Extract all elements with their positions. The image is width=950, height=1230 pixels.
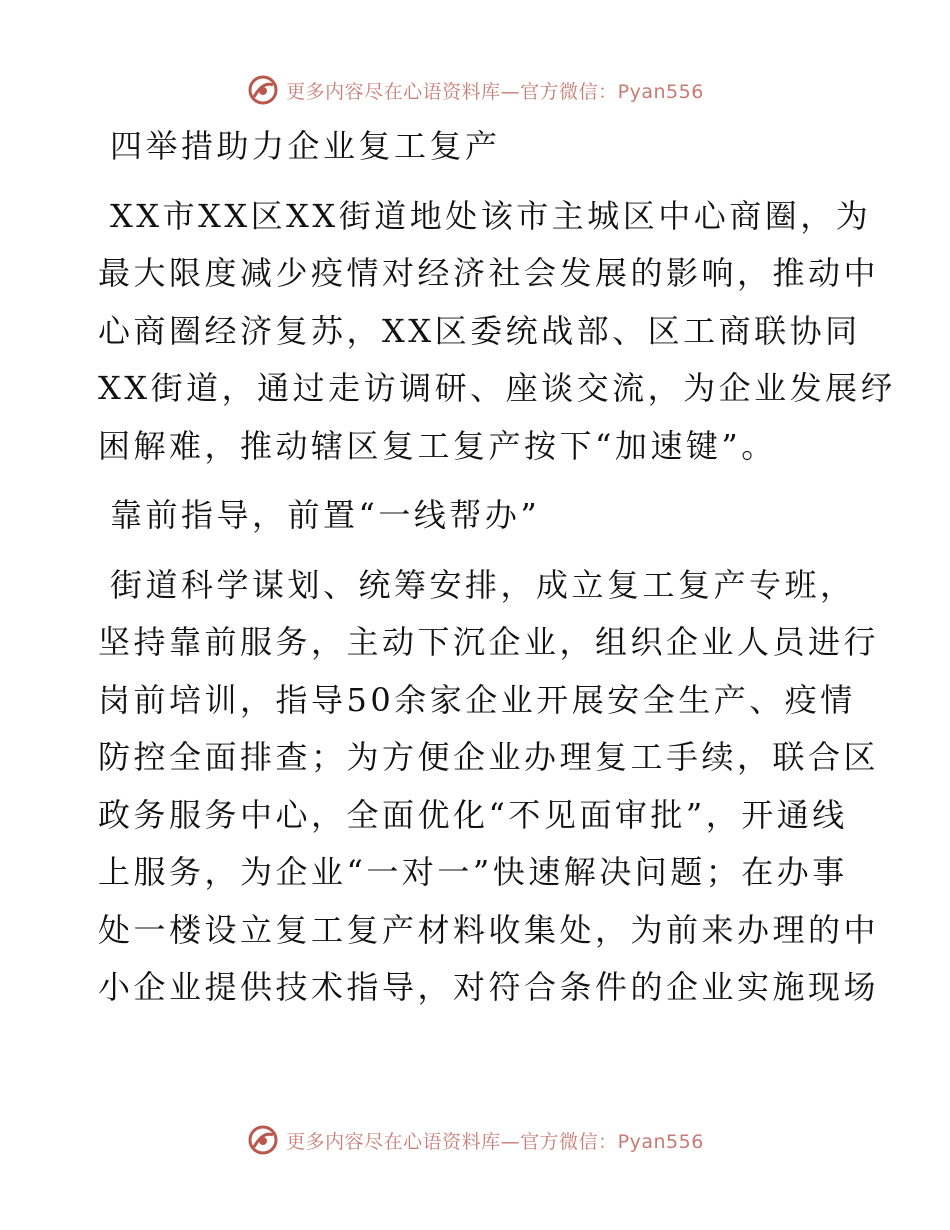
section-heading: 靠前指导，前置“一线帮办” — [110, 496, 541, 534]
paragraph-line: 心商圈经济复苏，XX区委统战部、区工商联协同 — [98, 311, 861, 350]
paragraph-guidance — [98, 557, 880, 1017]
paragraph-line: 防控全面排查；为方便企业办理复工手续，联合区 — [98, 738, 880, 776]
paragraph-line: 最大限度减少疫情对经济社会发展的影响，推动中 — [98, 254, 880, 292]
ink-logo-icon — [246, 73, 280, 107]
paragraph-line: 困解难，推动辖区复工复产按下“加速键”。 — [98, 426, 777, 465]
paragraph-line: 岗前培训，指导50余家企业开展安全生产、疫情 — [98, 680, 856, 719]
ink-logo-icon — [246, 1123, 280, 1157]
document-body — [98, 118, 897, 1017]
paragraph-intro — [98, 188, 897, 476]
paragraph-line: 处一楼设立复工复产材料收集处，为前来办理的中 — [98, 910, 880, 949]
paragraph-line: 小企业提供技术指导，对符合条件的企业实施现场 — [98, 968, 880, 1006]
watermark-footer — [0, 1122, 950, 1158]
document-title: 四举措助力企业复工复产 — [110, 127, 501, 165]
paragraph-line: 街道科学谋划、统筹安排，成立复工复产专班， — [110, 565, 856, 604]
paragraph-line: XX市XX区XX街道地处该市主城区中心商圈，为 — [110, 196, 872, 235]
paragraph-line: 上服务，为企业“一对一”快速解决问题；在办事 — [98, 853, 848, 891]
watermark-text: 更多内容尽在心语资料库—官方微信：Pyan556 — [286, 80, 704, 103]
paragraph-line: 政务服务中心，全面优化“不见面审批”，开通线 — [98, 795, 848, 834]
watermark-header — [0, 72, 950, 108]
paragraph-line: 坚持靠前服务，主动下沉企业，组织企业人员进行 — [98, 623, 880, 661]
paragraph-line: XX街道，通过走访调研、座谈交流，为企业发展纾 — [98, 369, 897, 407]
watermark-text: 更多内容尽在心语资料库—官方微信：Pyan556 — [286, 1130, 704, 1153]
